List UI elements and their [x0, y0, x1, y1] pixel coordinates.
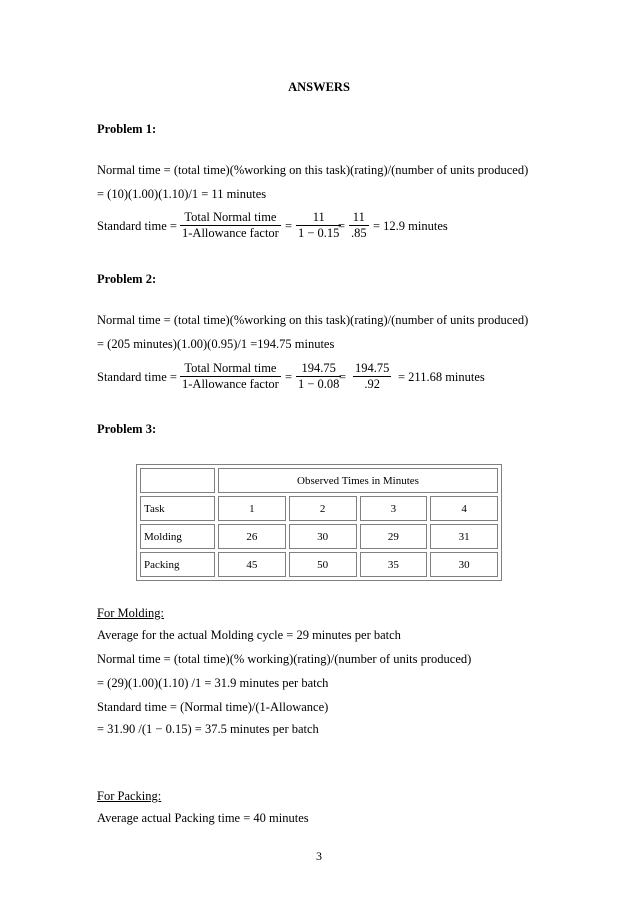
- page-number: 3: [316, 849, 322, 863]
- table-cell: 35: [360, 552, 428, 577]
- table-cell: 30: [289, 524, 357, 549]
- problem1-frac3-den: .85: [351, 226, 367, 240]
- problem2-std-label: Standard time =: [97, 370, 177, 384]
- problem2-frac1-den: 1-Allowance factor: [182, 377, 279, 391]
- problem2-frac2-num: 194.75: [301, 361, 336, 375]
- problem2-eq2: =: [339, 370, 347, 384]
- observed-times-table: [136, 464, 502, 581]
- problem1-heading: Problem 1:: [97, 122, 157, 136]
- table-row: [140, 524, 498, 549]
- problem2-frac3-den: .92: [353, 376, 391, 392]
- problem1-frac3-num: 11: [352, 210, 365, 224]
- problem1-fraction-values: [296, 210, 341, 241]
- problem2-frac3-num: 194.75: [355, 361, 390, 375]
- table-cell: 26: [218, 524, 286, 549]
- problem2-normal-calc: = (205 minutes)(1.00)(0.95)/1 =194.75 minutes: [97, 337, 335, 351]
- problem1-fraction-main: [180, 210, 281, 241]
- molding-line-3: = (29)(1.00)(1.10) /1 = 31.9 minutes per batch: [97, 676, 329, 690]
- problem2-eq1: =: [285, 370, 293, 384]
- problem2-fraction-main: [180, 361, 281, 392]
- table-row: [140, 496, 498, 521]
- table-cell: 45: [218, 552, 286, 577]
- problem1-frac1-den: 1-Allowance factor: [182, 226, 279, 240]
- table-cell: 1: [218, 496, 286, 521]
- problem1-frac1-num: Total Normal time: [184, 210, 277, 224]
- table-header-group-row: [140, 468, 498, 493]
- table-cell: 31: [430, 524, 498, 549]
- problem2-frac1-num: Total Normal time: [184, 361, 277, 375]
- table-cell: 29: [360, 524, 428, 549]
- problem1-eq2: =: [338, 219, 346, 233]
- problem2-fraction-values: [296, 361, 341, 392]
- problem2-fraction-simplified: [353, 361, 391, 392]
- molding-line-2: Normal time = (total time)(% working)(rating)/(number of units produced): [97, 652, 472, 666]
- problem1-fraction-simplified: [349, 210, 369, 241]
- page-title: ANSWERS: [288, 80, 350, 94]
- problem1-result: = 12.9 minutes: [373, 219, 448, 233]
- molding-heading: For Molding:: [97, 606, 165, 620]
- problem3-heading: Problem 3:: [97, 422, 157, 436]
- table-cell: 2: [289, 496, 357, 521]
- molding-line-1: Average for the actual Molding cycle = 29 minutes per batch: [97, 628, 401, 642]
- packing-line-1: Average actual Packing time = 40 minutes: [97, 811, 309, 825]
- table-cell: Molding: [140, 524, 215, 549]
- table-empty-cell: [140, 468, 215, 493]
- problem2-frac2-den: 1 − 0.08: [298, 377, 340, 391]
- table-cell: Packing: [140, 552, 215, 577]
- problem1-eq1: =: [285, 219, 293, 233]
- packing-heading: For Packing:: [97, 789, 162, 803]
- problem2-normal-formula: Normal time = (total time)(%working on this task)(rating)/(number of units produced): [97, 313, 529, 327]
- molding-line-5: = 31.90 /(1 − 0.15) = 37.5 minutes per batch: [97, 722, 319, 736]
- problem1-std-label: Standard time =: [97, 219, 177, 233]
- table-cell: Task: [140, 496, 215, 521]
- table-cell: 4: [430, 496, 498, 521]
- problem2-heading: Problem 2:: [97, 272, 157, 286]
- problem1-normal-calc: = (10)(1.00)(1.10)/1 = 11 minutes: [97, 187, 267, 201]
- table-cell: 30: [430, 552, 498, 577]
- problem2-result: = 211.68 minutes: [398, 370, 485, 384]
- table-row: [140, 552, 498, 577]
- problem1-normal-formula: Normal time = (total time)(%working on this task)(rating)/(number of units produced): [97, 163, 529, 177]
- table-cell: 50: [289, 552, 357, 577]
- problem1-frac2-den: 1 − 0.15: [298, 226, 340, 240]
- table-group-header: Observed Times in Minutes: [218, 468, 498, 493]
- table-cell: 3: [360, 496, 428, 521]
- problem1-frac2-num: 11: [312, 210, 325, 224]
- molding-line-4: Standard time = (Normal time)/(1-Allowance): [97, 700, 329, 714]
